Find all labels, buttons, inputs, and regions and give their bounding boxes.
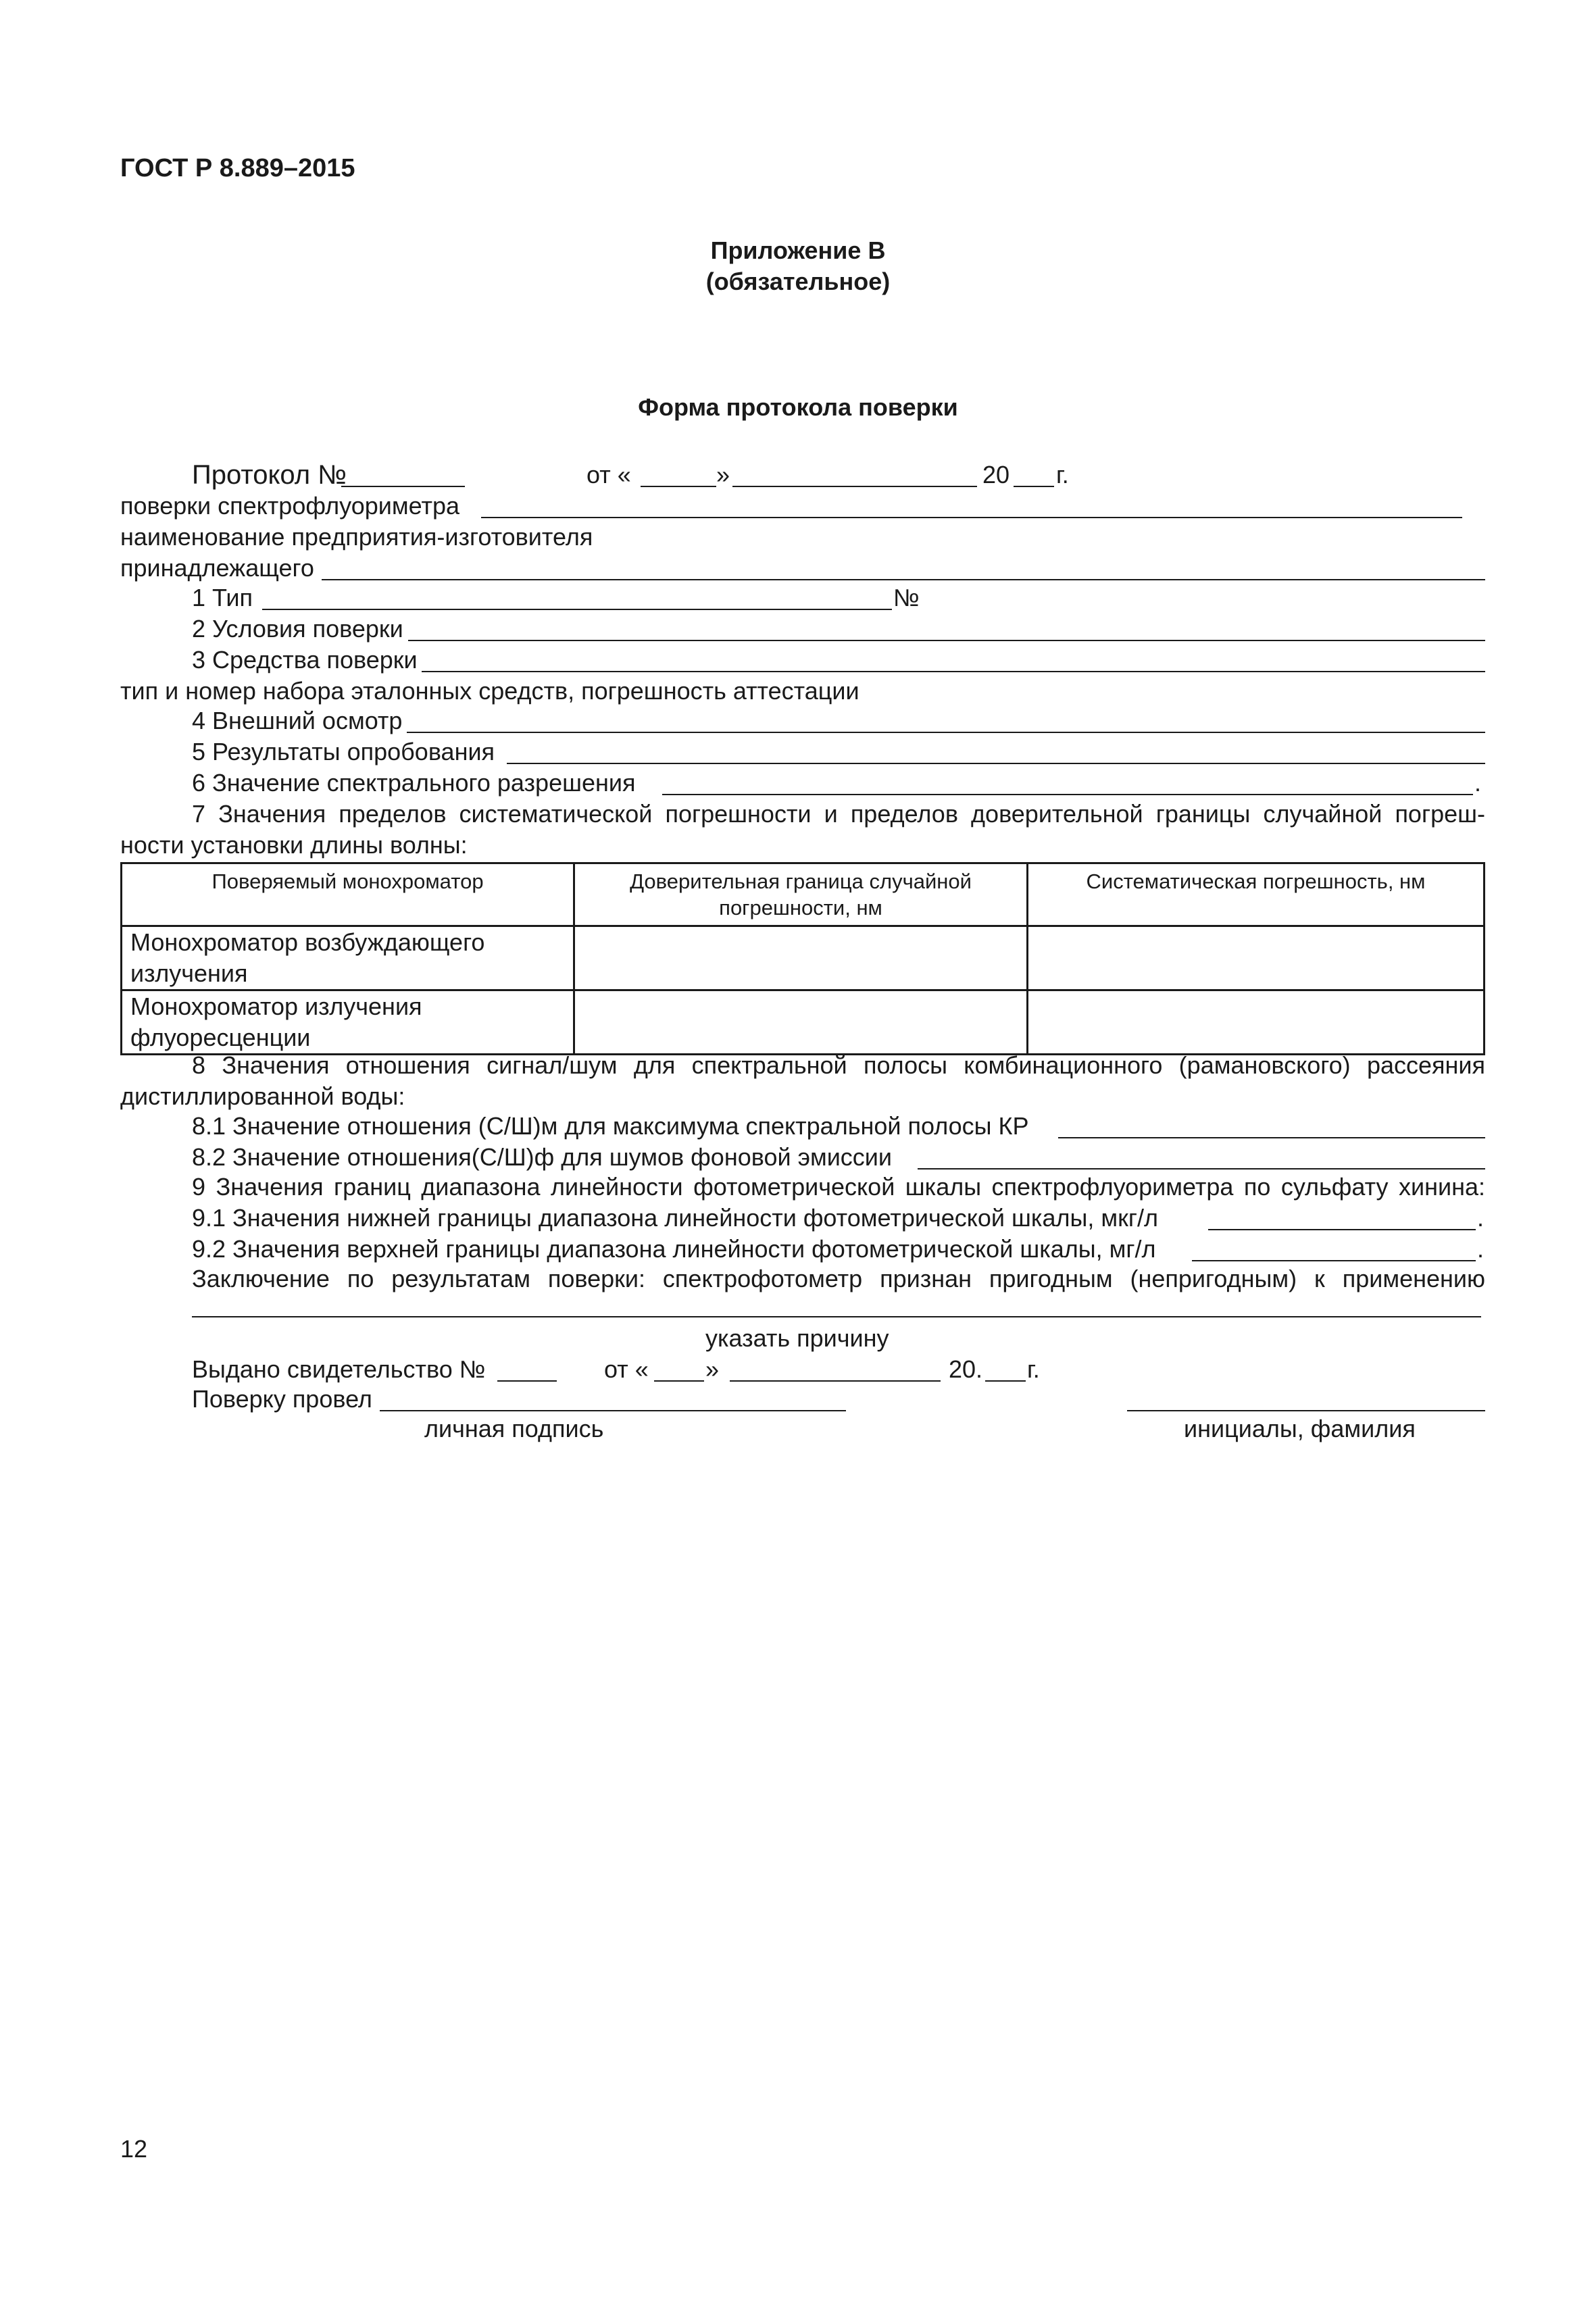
name-field[interactable]	[1127, 1410, 1485, 1411]
item9-2-end: .	[1477, 1235, 1485, 1263]
item9-1-line	[120, 1203, 1485, 1234]
table-row	[122, 926, 1485, 990]
table-row-label: Монохроматор излучения флуоресценции	[122, 990, 574, 1055]
protocol-prefix: Протокол №	[192, 460, 347, 490]
item2-line	[120, 613, 1485, 645]
document-code: ГОСТ Р 8.889–2015	[120, 154, 355, 182]
verification-field[interactable]	[481, 517, 1462, 518]
item3-field[interactable]	[422, 671, 1485, 672]
item6-field[interactable]	[662, 794, 1473, 795]
table-header-row	[122, 863, 1485, 926]
conclusion-line: Заключение по результатам поверки: спектрофотометр признан пригодным (непригодным) к применению	[192, 1265, 1485, 1292]
item3-label: 3 Средства поверки	[192, 646, 418, 674]
certificate-year-field[interactable]	[985, 1380, 1026, 1382]
item9-1-field[interactable]	[1208, 1229, 1476, 1230]
verification-line	[120, 491, 1485, 522]
protocol-line	[120, 459, 1485, 491]
item1-line	[120, 582, 1485, 613]
protocol-year-suffix: г.	[1056, 461, 1069, 488]
form-title: Форма протокола поверки	[638, 393, 958, 421]
protocol-day-field[interactable]	[641, 486, 716, 487]
item9-line: 9 Значения границ диапазона линейности фотометрической шкалы спектрофлуориметра по сульфату хинина:	[192, 1173, 1485, 1201]
verified-by-line	[120, 1384, 1485, 1415]
item3-caption: тип и номер набора эталонных средств, погрешность аттестации	[120, 677, 859, 705]
protocol-year-field[interactable]	[1014, 486, 1054, 487]
table-cell-input[interactable]	[574, 990, 1028, 1055]
item6-end: .	[1474, 769, 1482, 797]
verified-by-label: Поверку провел	[192, 1385, 372, 1413]
table-cell-input[interactable]	[574, 926, 1028, 990]
item5-line	[120, 736, 1485, 768]
item5-field[interactable]	[507, 763, 1485, 764]
item6-label: 6 Значение спектрального разрешения	[192, 769, 636, 797]
item2-field[interactable]	[408, 640, 1485, 641]
monochromator-table	[120, 862, 1485, 1055]
verification-label: поверки спектрофлуориметра	[120, 492, 459, 520]
protocol-number-field[interactable]	[341, 486, 465, 487]
certificate-label: Выдано свидетельство №	[192, 1355, 486, 1383]
item9-1-label: 9.1 Значения нижней границы диапазона линейности фотометрической шкалы, мкг/л	[192, 1204, 1158, 1232]
signature-caption: личная подпись	[424, 1415, 604, 1442]
item1-type-field[interactable]	[262, 609, 892, 610]
table-cell-input[interactable]	[1027, 926, 1484, 990]
item8-1-field[interactable]	[1058, 1137, 1485, 1138]
item6-line	[120, 768, 1485, 799]
item8-2-label: 8.2 Значение отношения(С/Ш)ф для шумов фоновой эмиссии	[192, 1143, 893, 1171]
item8-line1: 8 Значения отношения сигнал/шум для спектральной полосы комбинационного (рамановского) рассеяния	[192, 1051, 1485, 1079]
item2-label: 2 Условия поверки	[192, 615, 403, 643]
conclusion-field[interactable]	[192, 1316, 1481, 1317]
belonging-line	[120, 553, 1485, 584]
item9-2-line	[120, 1234, 1485, 1265]
table-row-label: Монохроматор возбуждающего излучения	[122, 926, 574, 990]
item1-number-label: №	[893, 584, 920, 611]
item8-1-line	[120, 1111, 1485, 1142]
annex-title: Приложение В	[710, 236, 886, 264]
table-header-cell: Поверяемый монохроматор	[122, 863, 574, 926]
item8-line2: дистиллированной воды:	[120, 1082, 405, 1110]
signature-field[interactable]	[380, 1410, 846, 1411]
reason-caption: указать причину	[705, 1324, 889, 1352]
protocol-month-field[interactable]	[732, 486, 977, 487]
certificate-number-field[interactable]	[497, 1380, 557, 1382]
item3-line	[120, 645, 1485, 676]
table-header-cell: Доверительная граница случайной погрешности, нм	[574, 863, 1028, 926]
item9-2-field[interactable]	[1192, 1260, 1476, 1261]
certificate-year-suffix: г.	[1027, 1355, 1040, 1383]
page-number: 12	[120, 2135, 148, 2163]
certificate-year: 20.	[949, 1355, 983, 1383]
certificate-month-field[interactable]	[730, 1380, 941, 1382]
certificate-day-field[interactable]	[654, 1380, 704, 1382]
name-caption: инициалы, фамилия	[1184, 1415, 1416, 1442]
item1-label: 1 Тип	[192, 584, 253, 611]
item8-2-line	[120, 1142, 1485, 1173]
table-header-cell: Систематическая погрешность, нм	[1027, 863, 1484, 926]
protocol-year-prefix: 20	[982, 461, 1010, 488]
item4-field[interactable]	[407, 732, 1485, 733]
item7-line1: 7 Значения пределов систематической погрешности и пределов доверительной границы случайной погреш-	[192, 800, 1485, 828]
belonging-label: принадлежащего	[120, 554, 314, 582]
table-row	[122, 990, 1485, 1055]
protocol-quote-close: »	[716, 461, 730, 488]
table-cell-input[interactable]	[1027, 990, 1484, 1055]
manufacturer-caption: наименование предприятия-изготовителя	[120, 523, 593, 551]
item4-line	[120, 705, 1485, 736]
item5-label: 5 Результаты опробования	[192, 738, 495, 765]
item9-2-label: 9.2 Значения верхней границы диапазона линейности фотометрической шкалы, мг/л	[192, 1235, 1156, 1263]
belonging-field[interactable]	[322, 579, 1485, 580]
certificate-line	[120, 1354, 1485, 1385]
item8-2-field[interactable]	[918, 1168, 1485, 1169]
certificate-from: от «	[604, 1355, 649, 1383]
item9-1-end: .	[1477, 1204, 1485, 1232]
certificate-quote-close: »	[705, 1355, 720, 1383]
item8-1-label: 8.1 Значение отношения (С/Ш)м для максимума спектральной полосы КР	[192, 1112, 1029, 1140]
annex-status: (обязательное)	[705, 268, 891, 295]
protocol-from: от «	[587, 461, 631, 488]
item4-label: 4 Внешний осмотр	[192, 707, 403, 734]
item7-line2: ности установки длины волны:	[120, 831, 468, 859]
